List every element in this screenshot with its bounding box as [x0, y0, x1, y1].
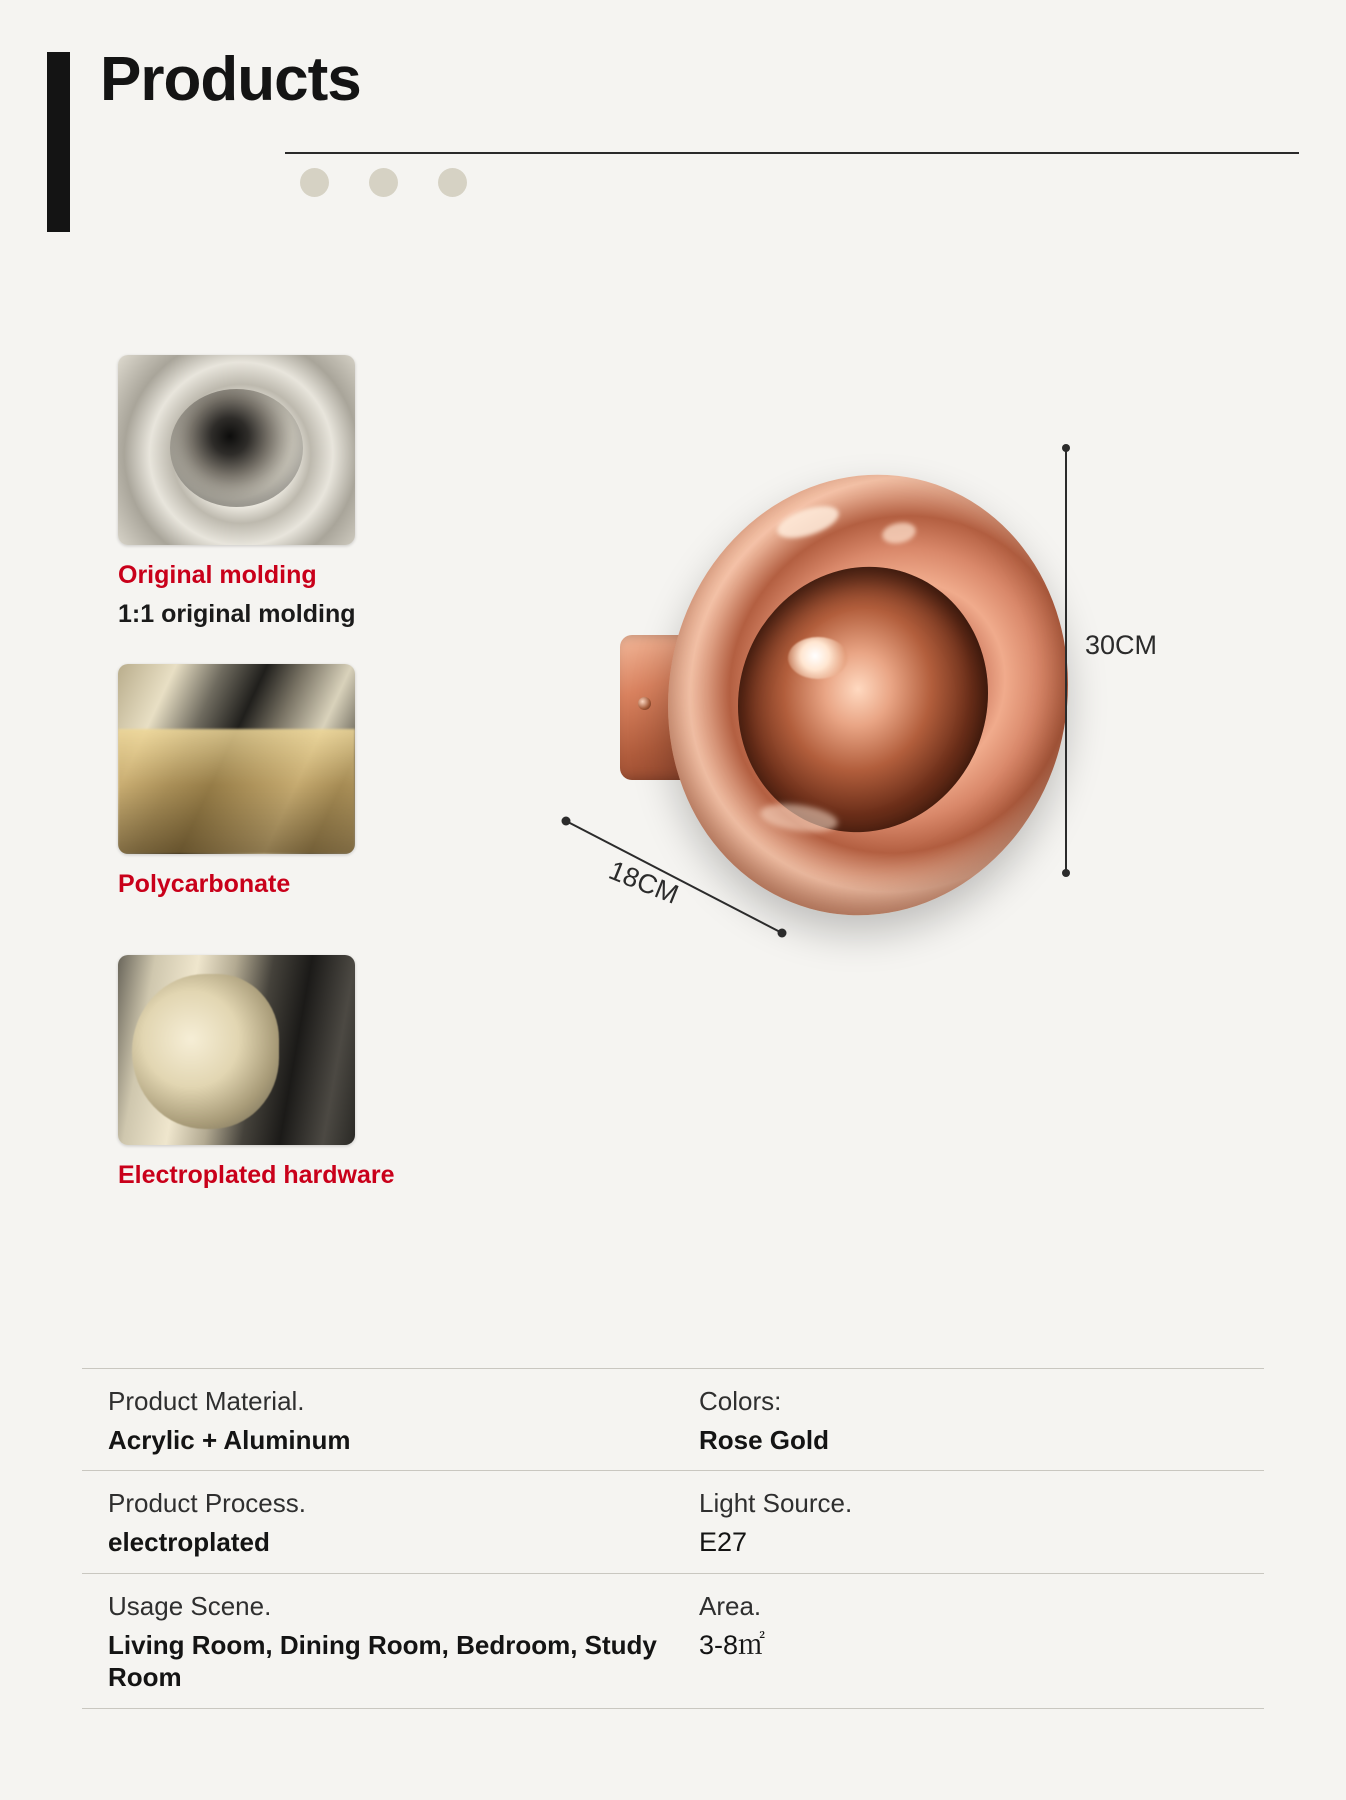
feature-title: Original molding: [118, 561, 317, 589]
spec-value: 3-8㎡: [699, 1629, 766, 1660]
spec-value: Living Room, Dining Room, Bedroom, Study Room: [108, 1629, 657, 1693]
decorative-dots: [300, 168, 467, 197]
dot-icon: [300, 168, 329, 197]
polycarbonate-photo: [118, 664, 355, 854]
spec-row: [82, 1368, 1264, 1470]
page-header: [0, 0, 1346, 270]
feature-title: Polycarbonate: [118, 870, 291, 898]
page-title: Products: [100, 45, 361, 114]
feature-list: [118, 355, 538, 1213]
feature-item: [118, 664, 538, 901]
spec-cell: [673, 1385, 1264, 1456]
product-hero: [560, 430, 1260, 1050]
spec-label: Usage Scene.: [108, 1591, 272, 1622]
dot-icon: [438, 168, 467, 197]
spec-cell: [673, 1590, 1264, 1694]
spec-value: electroplated: [108, 1526, 270, 1557]
spec-label: Colors:: [699, 1386, 782, 1416]
feature-title: Electroplated hardware: [118, 1160, 395, 1189]
spec-label: Product Material.: [108, 1386, 305, 1416]
spec-cell: [82, 1487, 673, 1559]
spec-cell: [82, 1590, 673, 1694]
spec-value: E27: [699, 1526, 748, 1557]
original-molding-photo: [118, 355, 355, 545]
spec-cell: [82, 1385, 673, 1456]
dot-icon: [369, 168, 398, 197]
spec-cell: [673, 1487, 1264, 1559]
spec-value: Acrylic + Aluminum: [108, 1424, 351, 1455]
dimension-endpoint-icon: [1062, 444, 1070, 452]
spec-value: Rose Gold: [699, 1424, 830, 1455]
feature-item: [118, 955, 538, 1192]
depth-dimension-label: 18CM: [604, 855, 683, 910]
spec-label: Area.: [699, 1591, 762, 1622]
dimension-endpoint-icon: [1062, 869, 1070, 877]
title-accent-bar: [47, 52, 70, 232]
electroplated-hardware-photo: [118, 955, 355, 1145]
height-dimension-label: 30CM: [1085, 630, 1158, 660]
spec-label: Product Process.: [108, 1488, 306, 1518]
specifications-table: [82, 1368, 1264, 1709]
height-dimension-line: [1065, 448, 1067, 873]
feature-subtitle: 1:1 original molding: [118, 599, 356, 628]
spec-row: [82, 1470, 1264, 1573]
spec-row: [82, 1573, 1264, 1709]
feature-item: [118, 355, 538, 630]
header-divider: [285, 152, 1299, 154]
spec-label: Light Source.: [699, 1488, 853, 1518]
lamp-light-glow: [788, 637, 848, 679]
